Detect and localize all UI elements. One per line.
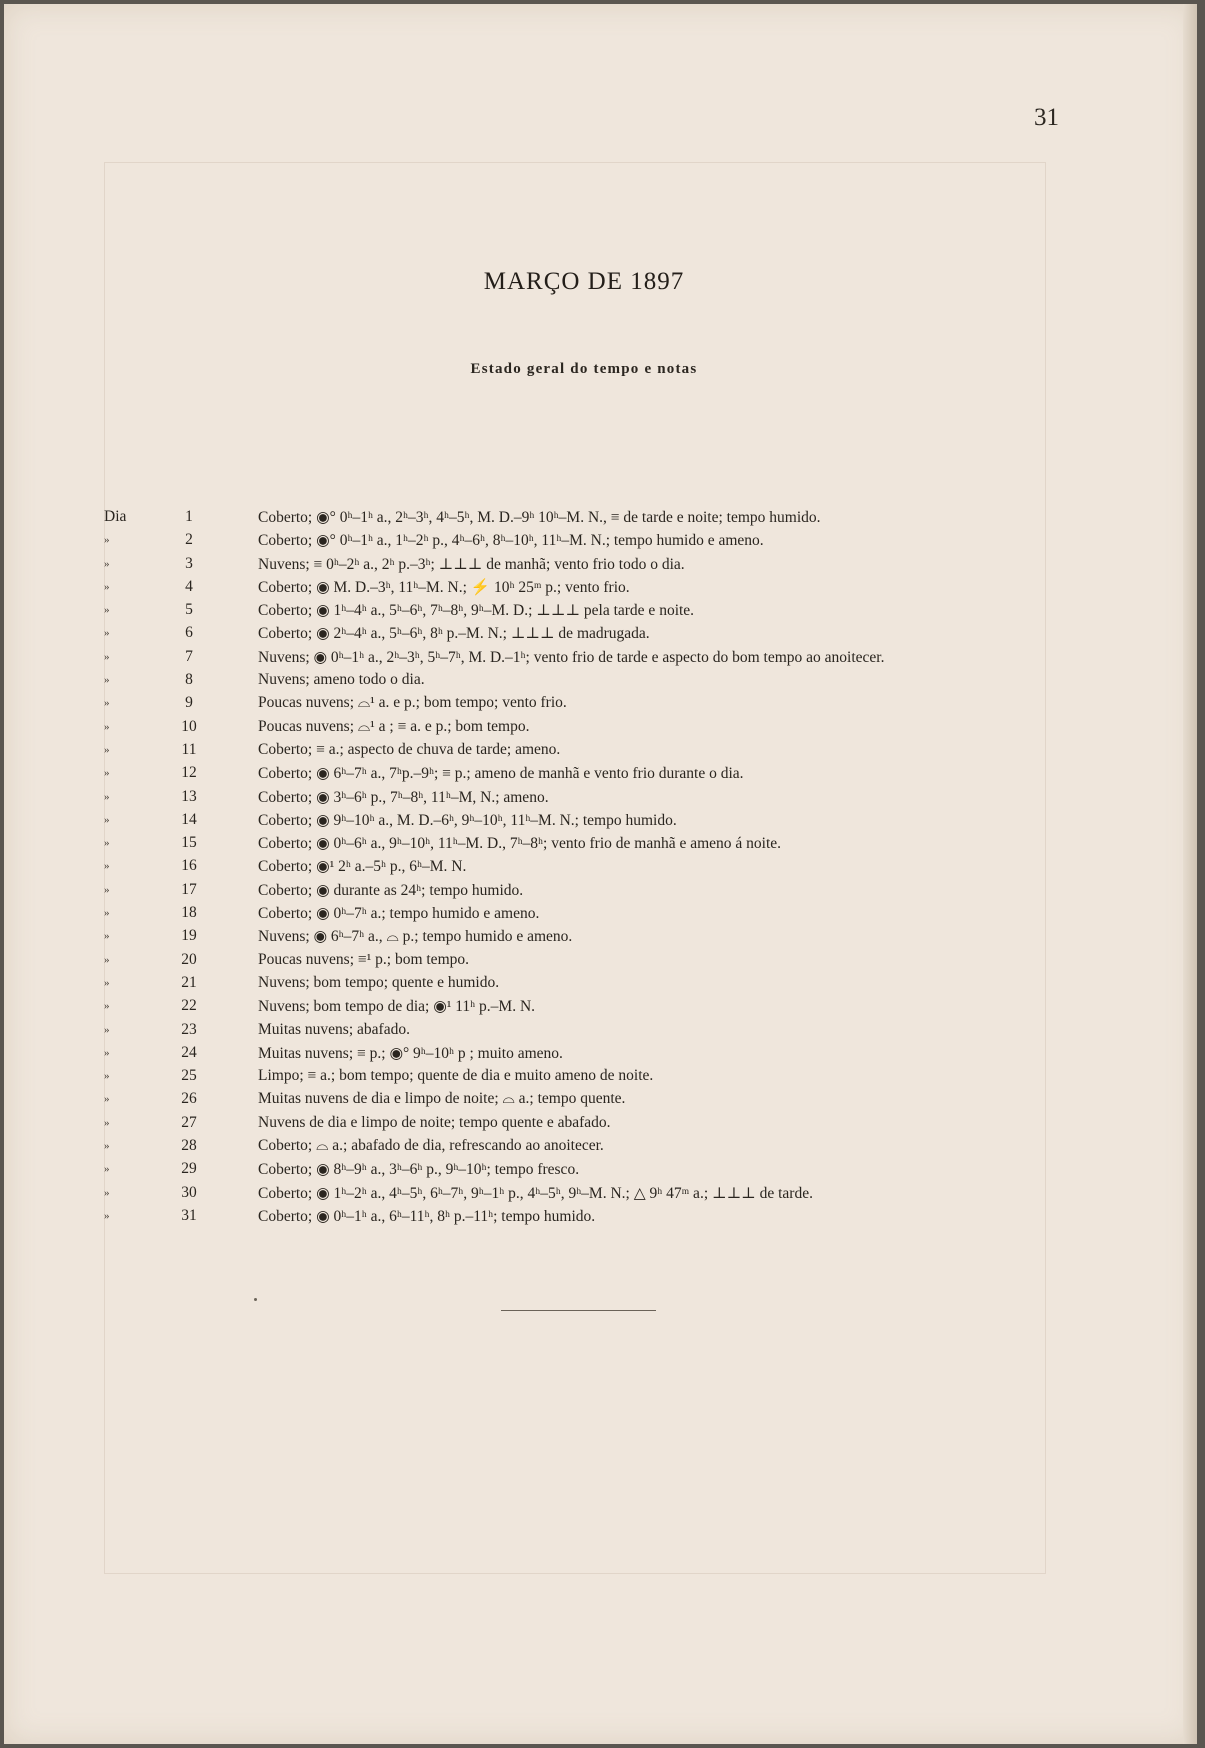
ditto-mark: » [104, 743, 110, 756]
ditto-mark: » [104, 907, 110, 920]
day-number: 1 [185, 508, 193, 525]
ditto-mark: » [104, 1209, 110, 1222]
ditto-mark: » [104, 697, 110, 710]
day-number: 5 [185, 601, 193, 619]
day-number: 29 [181, 1160, 197, 1178]
ditto-mark: » [104, 1186, 110, 1199]
weather-note: Coberto; ◉ 1ʰ–4ʰ a., 5ʰ–6ʰ, 7ʰ–8ʰ, 9ʰ–M. D.; ⊥⊥⊥ pela tarde e noite. [258, 602, 695, 620]
day-number: 12 [181, 764, 197, 782]
list-item [4, 741, 1194, 764]
ink-speck [254, 1298, 257, 1301]
ditto-mark: » [104, 1000, 110, 1013]
day-number: 19 [181, 927, 197, 945]
weather-note: Coberto; ◉° 0ʰ–1ʰ a., 1ʰ–2ʰ p., 4ʰ–6ʰ, 8ʰ–10ʰ, 11ʰ–M. N.; tempo humido e ameno. [258, 532, 764, 550]
weather-note: Nuvens; bom tempo; quente e humido. [258, 973, 500, 991]
list-item [4, 927, 1194, 950]
weather-note: Coberto; ◉ 6ʰ–7ʰ a., 7ʰp.–9ʰ; ≡ p.; ameno de manhã e vento frio durante o dia. [258, 765, 744, 783]
ditto-mark: » [104, 837, 110, 850]
weather-note: Nuvens; ≡ 0ʰ–2ʰ a., 2ʰ p.–3ʰ; ⊥⊥⊥ de manhã; vento frio todo o dia. [258, 555, 685, 573]
weather-note: Coberto; ◉ 9ʰ–10ʰ a., M. D.–6ʰ, 9ʰ–10ʰ, 11ʰ–M. N.; tempo humido. [258, 811, 677, 829]
daily-notes-list [4, 508, 1194, 1230]
list-item [4, 1067, 1194, 1090]
day-number: 25 [181, 1067, 197, 1085]
list-item [4, 718, 1194, 741]
day-number: 15 [181, 834, 197, 852]
weather-note: Limpo; ≡ a.; bom tempo; quente de dia e muito ameno de noite. [258, 1067, 654, 1085]
list-item [4, 788, 1194, 811]
weather-note: Coberto; ◉¹ 2ʰ a.–5ʰ p., 6ʰ–M. N. [258, 858, 467, 876]
list-item [4, 578, 1194, 601]
day-number: 10 [181, 717, 197, 735]
day-number: 2 [185, 531, 193, 549]
ditto-mark: » [104, 767, 110, 780]
ditto-mark: » [104, 930, 110, 943]
list-item [4, 555, 1194, 578]
ditto-mark: » [104, 790, 110, 803]
day-number: 8 [185, 671, 193, 689]
weather-note: Muitas nuvens; ≡ p.; ◉° 9ʰ–10ʰ p ; muito ameno. [258, 1044, 563, 1062]
day-prefix-label: Dia [104, 508, 127, 525]
day-number: 28 [181, 1137, 197, 1155]
closing-rule [501, 1310, 656, 1311]
ditto-mark: » [104, 580, 110, 593]
day-number: 18 [181, 904, 197, 922]
list-item [4, 974, 1194, 997]
day-number: 3 [185, 554, 193, 572]
weather-note: Coberto; ◉ 0ʰ–6ʰ a., 9ʰ–10ʰ, 11ʰ–M. D., 7ʰ–8ʰ; vento frio de manhã e ameno á noite. [258, 835, 782, 853]
day-number: 31 [181, 1206, 197, 1224]
list-item [4, 1114, 1194, 1137]
day-number: 22 [181, 997, 197, 1015]
document-page [4, 4, 1197, 1744]
ditto-mark: » [104, 627, 110, 640]
ditto-mark: » [104, 604, 110, 617]
list-item [4, 1184, 1194, 1207]
day-number: 27 [181, 1113, 197, 1131]
list-item [4, 1021, 1194, 1044]
day-number: 9 [185, 694, 193, 712]
weather-note: Coberto; ◉ 2ʰ–4ʰ a., 5ʰ–6ʰ, 8ʰ p.–M. N.; ⊥⊥⊥ de madrugada. [258, 625, 650, 643]
ditto-mark: » [104, 1023, 110, 1036]
page-number: 31 [1034, 104, 1059, 131]
list-item [4, 834, 1194, 857]
page-title: MARÇO DE 1897 [483, 268, 685, 295]
weather-note: Coberto; ≡ a.; aspecto de chuva de tarde; ameno. [258, 740, 561, 758]
list-item [4, 1160, 1194, 1183]
list-item [4, 648, 1194, 671]
list-item [4, 881, 1194, 904]
day-number: 17 [181, 880, 197, 898]
ditto-mark: » [104, 953, 110, 966]
weather-note: Nuvens; ◉ 0ʰ–1ʰ a., 2ʰ–3ʰ, 5ʰ–7ʰ, M. D.–1ʰ; vento frio de tarde e aspecto do bom tempo ao anoitecer. [258, 648, 885, 666]
day-number: 11 [181, 740, 197, 758]
weather-note: Muitas nuvens de dia e limpo de noite; ⌓ a.; tempo quente. [258, 1090, 626, 1108]
day-number: 14 [181, 810, 197, 828]
list-item [4, 904, 1194, 927]
list-item [4, 811, 1194, 834]
weather-note: Coberto; ⌓ a.; abafado de dia, refrescando ao anoitecer. [258, 1137, 604, 1155]
ditto-mark: » [104, 674, 110, 687]
list-item [4, 1044, 1194, 1067]
ditto-mark: » [104, 813, 110, 826]
weather-note: Coberto; ◉ 3ʰ–6ʰ p., 7ʰ–8ʰ, 11ʰ–M, N.; ameno. [258, 788, 549, 806]
weather-note: Coberto; ◉ 0ʰ–7ʰ a.; tempo humido e ameno. [258, 905, 540, 923]
day-number: 7 [185, 647, 193, 665]
weather-note: Poucas nuvens; ≡¹ p.; bom tempo. [258, 950, 469, 968]
page-subtitle: Estado geral do tempo e notas [470, 361, 698, 377]
ditto-mark: » [104, 883, 110, 896]
weather-note: Nuvens; ameno todo o dia. [258, 671, 425, 689]
list-item [4, 694, 1194, 717]
day-number: 26 [181, 1090, 197, 1108]
list-item [4, 531, 1194, 554]
ditto-mark: » [104, 720, 110, 733]
day-number: 4 [185, 577, 193, 595]
day-number: 24 [181, 1043, 197, 1061]
list-item [4, 764, 1194, 787]
ditto-mark: » [104, 557, 110, 570]
list-item [4, 624, 1194, 647]
list-item [4, 601, 1194, 624]
weather-note: Nuvens de dia e limpo de noite; tempo quente e abafado. [258, 1113, 611, 1131]
weather-note: Coberto; ◉ M. D.–3ʰ, 11ʰ–M. N.; ⚡ 10ʰ 25ᵐ p.; vento frio. [258, 578, 630, 596]
weather-note: Coberto; ◉ durante as 24ʰ; tempo humido. [258, 881, 524, 899]
ditto-mark: » [104, 860, 110, 873]
list-item [4, 951, 1194, 974]
list-item [4, 857, 1194, 880]
weather-note: Coberto; ◉ 1ʰ–2ʰ a., 4ʰ–5ʰ, 6ʰ–7ʰ, 9ʰ–1ʰ p., 4ʰ–5ʰ, 9ʰ–M. N.; △ 9ʰ 47ᵐ a.; ⊥⊥⊥ de tarde. [258, 1184, 813, 1202]
weather-note: Coberto; ◉ 0ʰ–1ʰ a., 6ʰ–11ʰ, 8ʰ p.–11ʰ; tempo humido. [258, 1207, 596, 1225]
ditto-mark: » [104, 1093, 110, 1106]
day-number: 13 [181, 787, 197, 805]
list-item [4, 1207, 1194, 1230]
day-number: 16 [181, 857, 197, 875]
ditto-mark: » [104, 534, 110, 547]
weather-note: Muitas nuvens; abafado. [258, 1020, 410, 1038]
list-item [4, 671, 1194, 694]
ditto-mark: » [104, 650, 110, 663]
weather-note: Coberto; ◉° 0ʰ–1ʰ a., 2ʰ–3ʰ, 4ʰ–5ʰ, M. D.–9ʰ 10ʰ–M. N., ≡ de tarde e noite; tempo humido. [258, 509, 821, 526]
weather-note: Nuvens; bom tempo de dia; ◉¹ 11ʰ p.–M. N. [258, 998, 536, 1016]
day-number: 20 [181, 950, 197, 968]
list-item [4, 997, 1194, 1020]
day-number: 30 [181, 1183, 197, 1201]
weather-note: Coberto; ◉ 8ʰ–9ʰ a., 3ʰ–6ʰ p., 9ʰ–10ʰ; tempo fresco. [258, 1161, 580, 1179]
weather-note: Poucas nuvens; ⌓¹ a ; ≡ a. e p.; bom tempo. [258, 717, 530, 735]
weather-note: Nuvens; ◉ 6ʰ–7ʰ a., ⌓ p.; tempo humido e ameno. [258, 928, 573, 946]
list-item [4, 1137, 1194, 1160]
ditto-mark: » [104, 1140, 110, 1153]
list-item [4, 508, 1194, 531]
list-item [4, 1090, 1194, 1113]
ditto-mark: » [104, 1070, 110, 1083]
day-number: 21 [181, 973, 197, 991]
ditto-mark: » [104, 1046, 110, 1059]
day-number: 6 [185, 624, 193, 642]
day-number: 23 [181, 1020, 197, 1038]
ditto-mark: » [104, 1116, 110, 1129]
ditto-mark: » [104, 1163, 110, 1176]
ditto-mark: » [104, 976, 110, 989]
weather-note: Poucas nuvens; ⌓¹ a. e p.; bom tempo; vento frio. [258, 694, 567, 712]
